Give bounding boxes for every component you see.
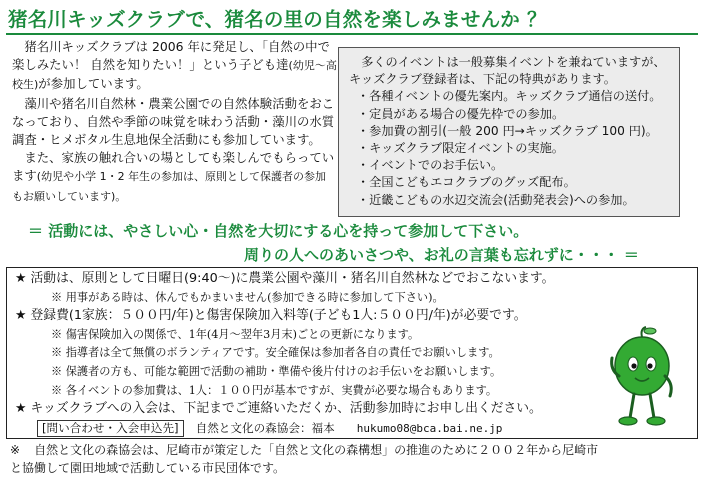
benefit-item: ・各種イベントの優先案内。キッズクラブ通信の送付。 (357, 89, 662, 104)
contact-email[interactable]: hukumo08@bca.bai.ne.jp (356, 421, 503, 435)
intro-p1-small: (幼児～高校生) (12, 59, 337, 92)
fee-text: 登録費(1家族：５００円/年)と傷害保険加入料等(子ども1人:５００円/年)が必要です。 (30, 308, 527, 324)
page-title: 猪名川キッズクラブで、猪名の里の自然を楽しみませんか ？ (8, 8, 547, 31)
intro-p1-text: 猪名川キッズクラブは 2006 年に発足し、「自然の中で楽しみたい！ 自然を知りたい！」という子ども達 (12, 39, 330, 73)
activity-note: ※ 用事がある時は、休んでもかまいません(参加できる時に参加して下さい)。 (51, 290, 444, 304)
footnote-line-2: と協働して園田地域で活動している市民団体です。 (10, 460, 286, 475)
star-icon: ★ (15, 401, 27, 417)
mascot-illustration (606, 326, 678, 430)
benefits-list (349, 88, 671, 208)
join-text: キッズクラブへの入会は、下記までご連絡いただくか、活動参加時にお申し出ください。 (30, 401, 542, 417)
footnote-mark: ※ (10, 443, 21, 457)
info-box (6, 267, 698, 439)
slogan-line-2: 周りの人へのあいさつや、お礼の言葉も忘れずに・・・ ＝ (244, 246, 639, 264)
star-icon: ★ (15, 271, 27, 286)
intro-p3-small: (幼児や小学 1・2 年生の参加は、原則として保護者の参加もお願いしています)。 (12, 170, 327, 203)
contact-row (15, 419, 691, 439)
fee-note: ※ 保護者の方も、可能な範囲で活動の補助・準備や後片付けのお手伝いをお願いします。 (51, 364, 502, 378)
fee-note: ※ 指導者は全て無償のボランティアです。安全確保は参加者各自の責任でお願いします。 (51, 346, 500, 360)
fee-row (15, 307, 691, 326)
benefit-item: ・定員がある場合の優先枠での参加。 (357, 106, 565, 121)
contact-label: [問い合わせ・入会申込先] (37, 420, 184, 437)
join-row (15, 400, 691, 419)
intro-paragraph-2: 藻川や猪名川自然林・農業公園での自然体験活動をおこなっており、自然や季節の味覚を味わう活動・藻川の水質調査・ヒメボタル生息地保全活動にも参加しています。 (12, 95, 335, 148)
footnote-line-1-text: 自然と文化の森協会は、尼崎市が策定した「自然と文化の森構想」の推進のために２００２年から尼崎市 (34, 443, 599, 457)
benefits-lead: 多くのイベントは一般募集イベントを兼ねていますが、キッズクラブ登録者は、下記の特典があります。 (349, 55, 666, 87)
activity-row (15, 270, 691, 289)
benefit-item: ・キッズクラブ限定イベントの実施。 (357, 141, 564, 156)
contact-org: 自然と文化の森協会：福本 (195, 420, 335, 435)
star-icon: ★ (15, 308, 27, 324)
slogan-line-1: ＝ 活動には、やさしい心・自然を大切にする心を持って参加して下さい。 (28, 222, 529, 240)
fee-note: ※ 各イベントの参加費は、1人：１００円が基本ですが、実費が必要な場合もあります。 (51, 383, 498, 397)
fee-note: ※ 傷害保険加入の関係で、1年(4月～翌年3月末)ごとの更新になります。 (51, 327, 420, 341)
benefit-item: ・全国こどもエコクラブのグッズ配布。 (357, 175, 576, 190)
footnote-line-1 (10, 442, 700, 460)
benefits-box (338, 47, 680, 217)
activity-text: 活動は、原則として日曜日(9:40～)に農業公園や藻川・猪名川自然林などでおこないます。 (30, 271, 555, 286)
intro-section (12, 38, 337, 206)
benefit-item: ・近畿こどもの水辺交流会(活動発表会)への参加。 (357, 192, 635, 207)
intro-p1-end: が参加しています。 (38, 76, 149, 92)
benefit-item: ・イベントでのお手伝い。 (357, 158, 504, 173)
title-underline (6, 33, 698, 35)
intro-p3-text: また、家族の触れ合いの場としても楽しんでもらっています (12, 150, 335, 184)
benefit-item: ・参加費の割引(一般 200 円→キッズクラブ 100 円)。 (357, 123, 658, 138)
intro-paragraph-3 (12, 149, 337, 206)
footnote (10, 442, 700, 477)
intro-paragraph-1 (12, 38, 337, 95)
